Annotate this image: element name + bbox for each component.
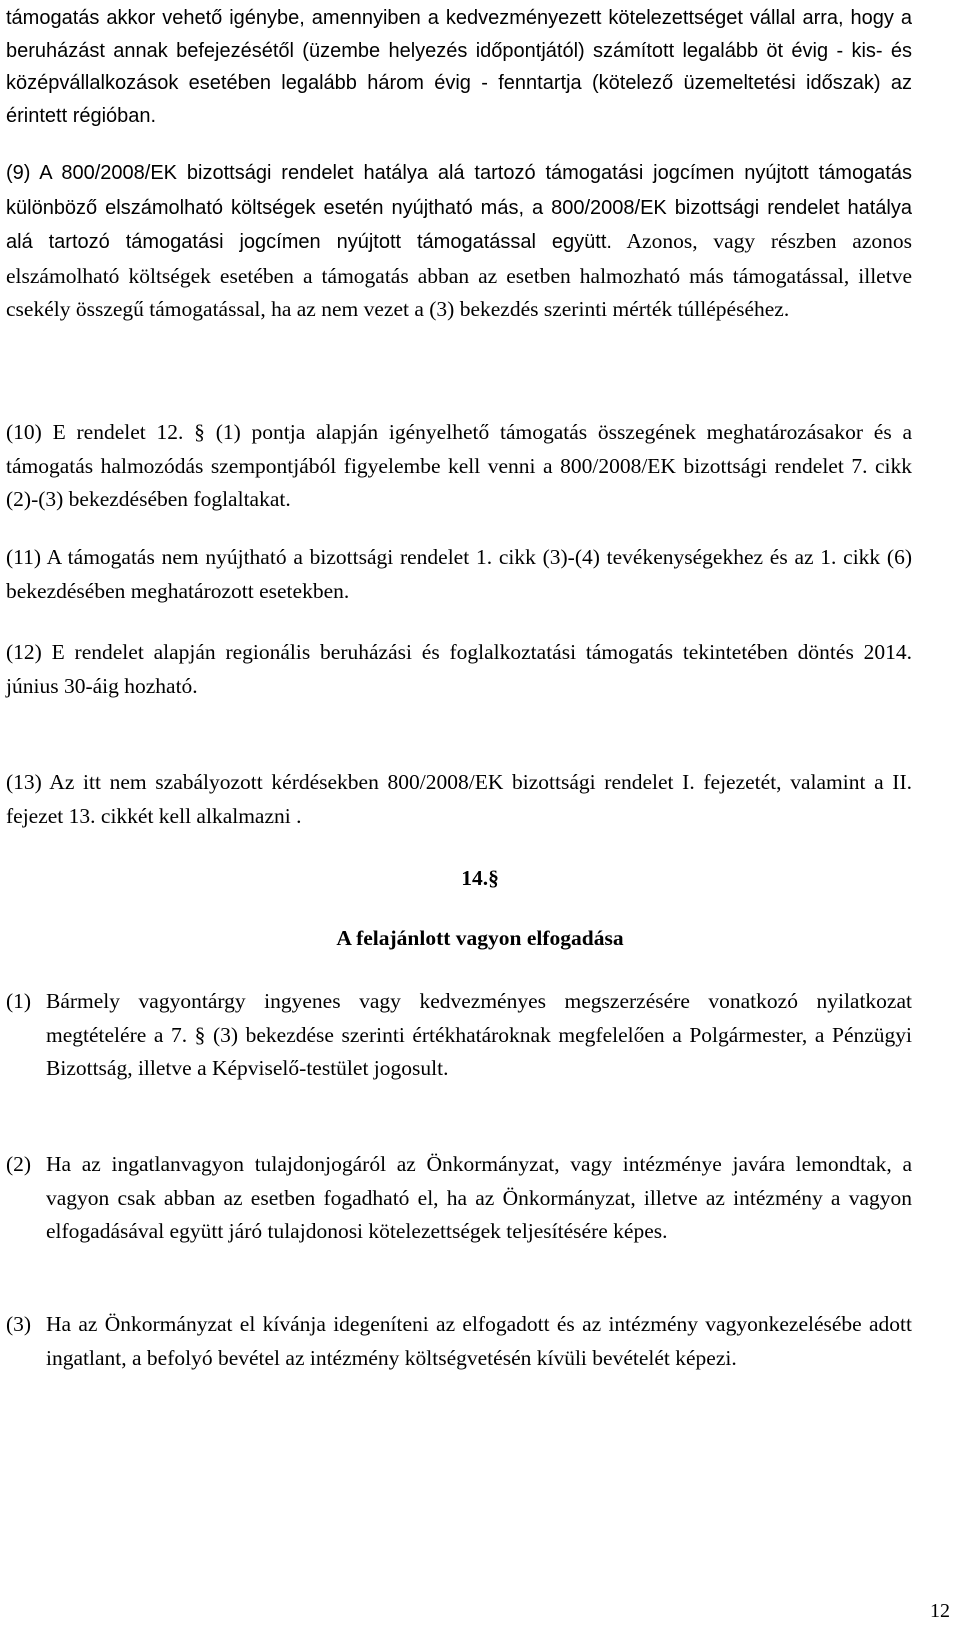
paragraph-12 bbox=[6, 636, 912, 703]
paragraph-13 bbox=[6, 766, 912, 833]
paragraph-intro bbox=[6, 2, 912, 132]
paragraph-13-text: (13) Az itt nem szabályozott kérdésekben 800/2008/EK bizottsági rendelet I. fejezetét, valamint a II. fejezet 13. cikkét kell alkalmazni . bbox=[6, 770, 912, 828]
list-item bbox=[6, 1308, 912, 1375]
paragraph-9 bbox=[6, 156, 912, 327]
list-item bbox=[6, 985, 912, 1086]
list-item-text: Ha az Önkormányzat el kívánja idegeníteni az elfogadott és az intézmény vagyonkezelésébe adott ingatlant, a befolyó bevétel az intézmény költségvetésén kívüli bevételét képezi. bbox=[46, 1312, 912, 1370]
paragraph-10-text: (10) E rendelet 12. § (1) pontja alapján igényelhető támogatás összegének meghatározásakor és a támogatás halmozódás szempontjából figyelembe kell venni a 800/2008/EK bizottsági rendelet 7. cikk (2)-(3) bekezdésében foglaltakat. bbox=[6, 420, 912, 511]
page-number: 12 bbox=[930, 1599, 950, 1622]
list-item-number: (1) bbox=[6, 989, 32, 1013]
paragraph-intro-text: támogatás akkor vehető igénybe, amennyiben a kedvezményezett kötelezettséget vállal arra, hogy a beruházást annak befejezésétől (üzembe helyezés időpontjától) számított legalább öt évig - kis- és középvállalkozások esetében legalább három évig - fenntartja (kötelező üzemeltetési időszak) az érintett régióban. bbox=[6, 7, 912, 127]
paragraph-11 bbox=[6, 541, 912, 608]
paragraph-9-part-b: Azonos, vagy részben azonos elszámolható költségek esetében a támogatás abban az esetben halmozható más támogatással, illetve csekély összegű támogatással, ha az nem vezet a (3) bekezdés szerinti mérték túllépéséhez. bbox=[6, 229, 912, 321]
paragraph-11-text: (11) A támogatás nem nyújtható a bizottsági rendelet 1. cikk (3)-(4) tevékenységekhez és az 1. cikk (6) bekezdésében meghatározott esetekben. bbox=[6, 545, 912, 603]
paragraph-10 bbox=[6, 416, 912, 517]
paragraph-12-text: (12) E rendelet alapján regionális beruházási és foglalkoztatási támogatás tekintetében döntés 2014. június 30-áig hozható. bbox=[6, 640, 912, 698]
list-item-text: Ha az ingatlanvagyon tulajdonjogáról az Önkormányzat, vagy intézménye javára lemondtak, a vagyon csak abban az esetben fogadható el, ha az Önkormányzat, illetve az intézmény a vagyon elfogadásával együtt járó tulajdonosi kötelezettségek teljesítésére képes. bbox=[46, 1152, 912, 1243]
list-item-text: Bármely vagyontárgy ingyenes vagy kedvezményes megszerzésére vonatkozó nyilatkozat megtételére a 7. § (3) bekezdése szerinti értékhatároknak megfelelően a Polgármester, a Pénzügyi Bizottság, illetve a Képviselő-testület jogosult. bbox=[46, 989, 912, 1080]
section-number: 14.§ bbox=[461, 866, 499, 890]
paragraph-9-part-a: (9) A 800/2008/EK bizottsági rendelet hatálya alá tartozó támogatási jogcímen nyújtott támogatás különböző elszámolható költségek esetén nyújtható más, a 800/2008/EK bizottsági rendelet hatálya alá tartozó támogatási jogcímen nyújtott támogatással együtt. bbox=[6, 162, 912, 253]
list-item-number: (2) bbox=[6, 1152, 32, 1176]
section-title: A felajánlott vagyon elfogadása bbox=[336, 926, 624, 950]
list-item-number: (3) bbox=[6, 1312, 32, 1336]
list-item bbox=[6, 1148, 912, 1249]
